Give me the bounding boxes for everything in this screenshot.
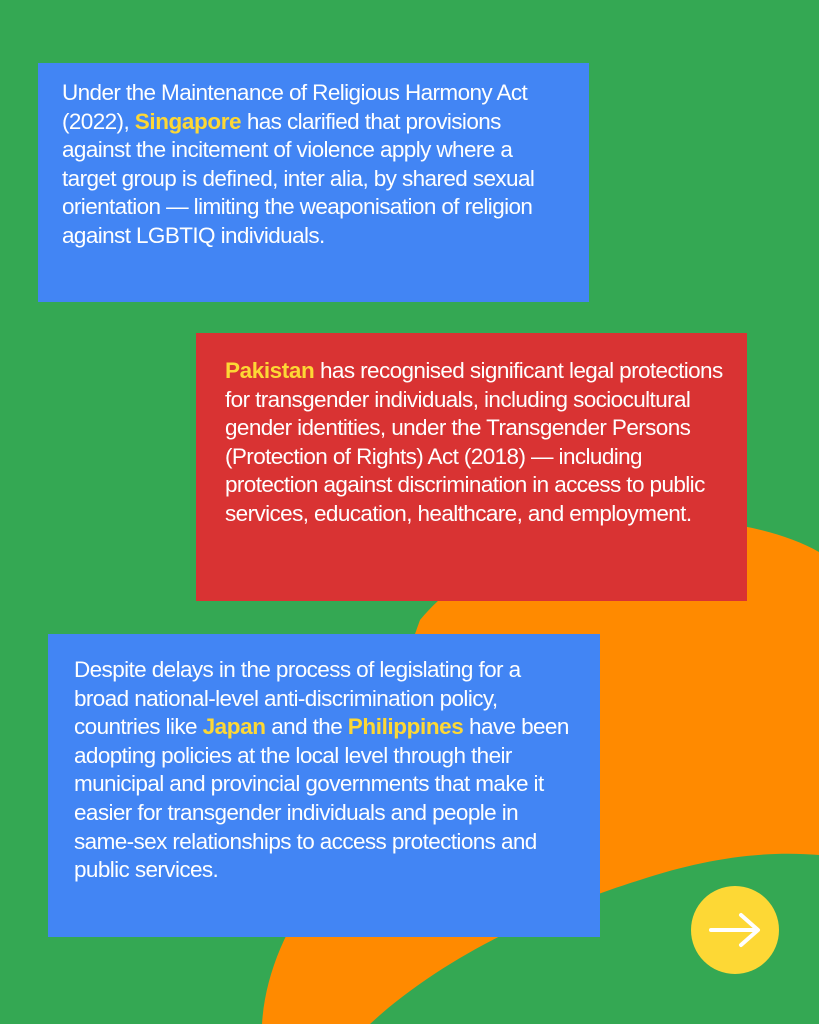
card-text: has recognised significant legal protections for transgender individuals, including sociocultural gender identities, under the Transgender Persons (Protection of Rights) Act (2018) — including protection against discrimination in access to public services, education, healthcare, and employment. bbox=[225, 358, 723, 526]
japan-philippines-card bbox=[48, 634, 600, 937]
arrow-right-icon bbox=[705, 910, 765, 950]
next-button[interactable] bbox=[691, 886, 779, 974]
card-text: and the bbox=[265, 714, 348, 740]
card-text: Under the Maintenance of Religious Harmony Act (2022), bbox=[62, 80, 528, 134]
pakistan-card bbox=[196, 333, 747, 601]
country-highlight-philippines: Philippines bbox=[347, 714, 464, 740]
country-highlight-japan: Japan bbox=[202, 714, 266, 740]
card-text: Despite delays in the process of legislating for a broad national-level anti-discrimination policy, countries like bbox=[74, 657, 521, 740]
country-highlight-pakistan: Pakistan bbox=[225, 358, 315, 383]
card-text: have been adopting policies at the local level through their municipal and provincial governments that make it easier for transgender individuals and people in same-sex relationships to access protections and public services. bbox=[74, 714, 569, 883]
card-text: has clarified that provisions against the incitement of violence apply where a target group is defined, inter alia, by shared sexual orientation — limiting the weaponisation of religion against LGBTIQ individuals. bbox=[62, 108, 535, 248]
singapore-card bbox=[38, 63, 589, 302]
country-highlight-singapore: Singapore bbox=[134, 108, 242, 134]
